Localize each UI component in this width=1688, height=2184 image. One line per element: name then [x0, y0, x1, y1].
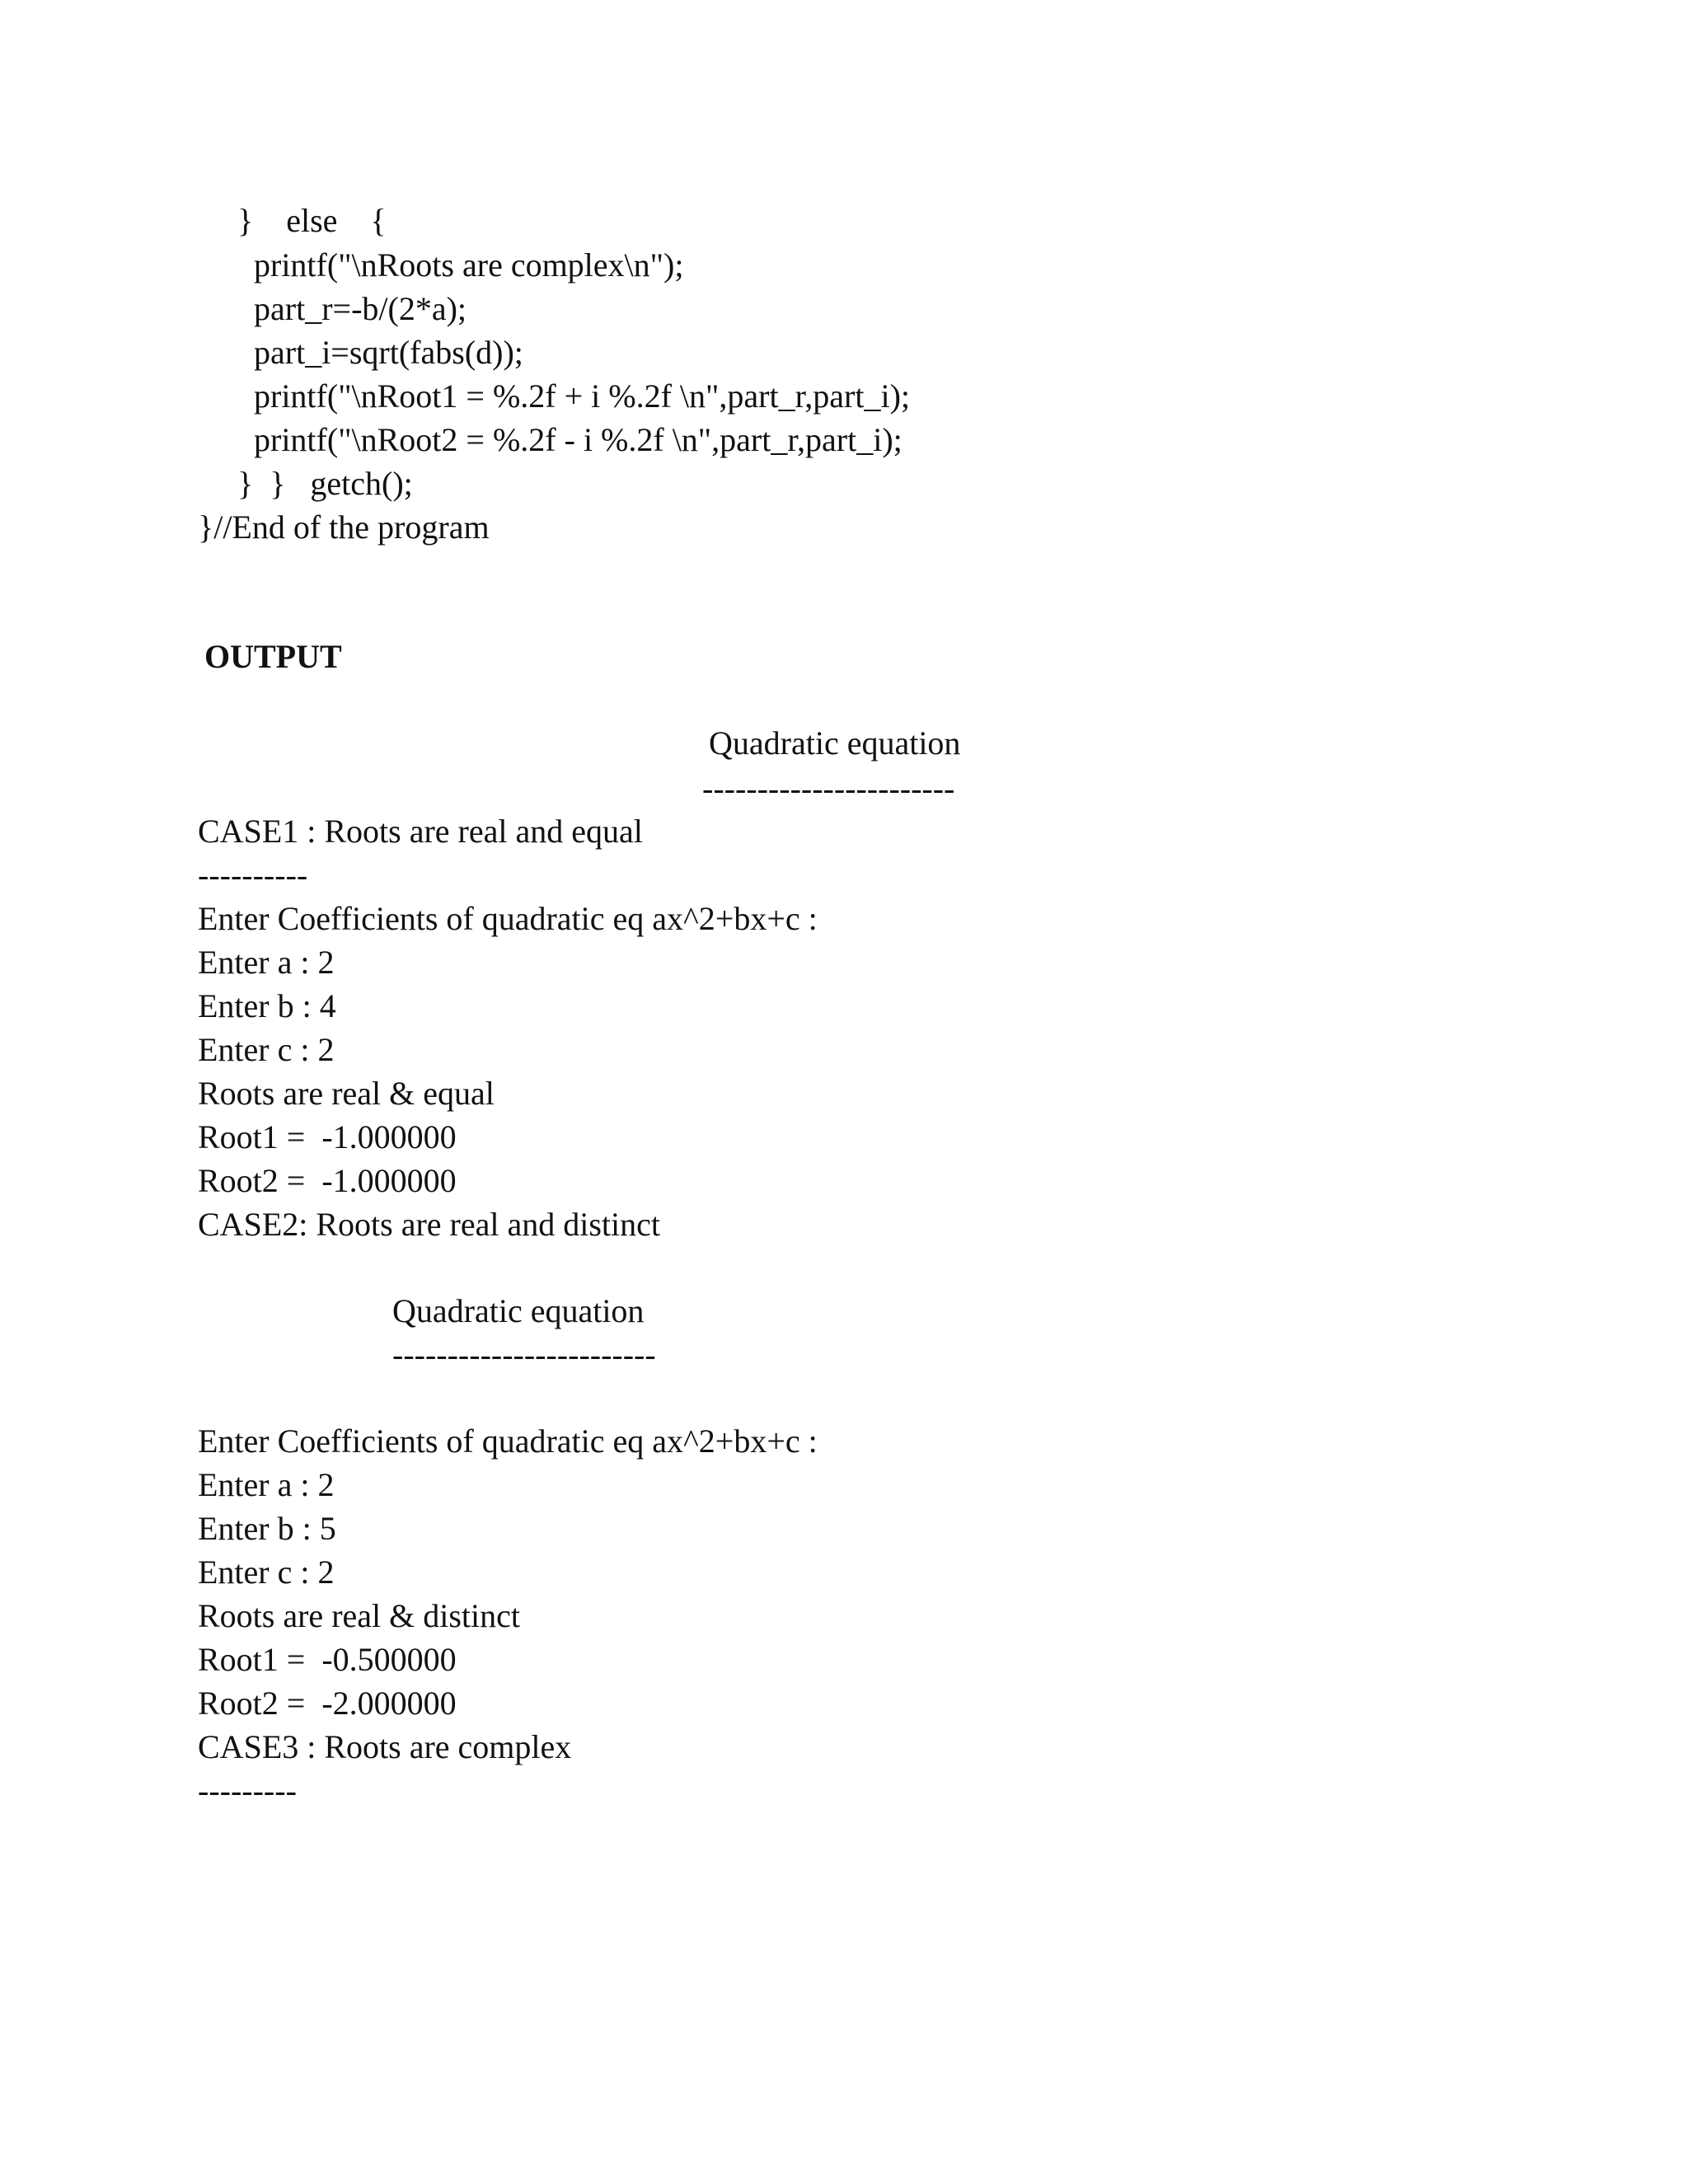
- case1-enter-b: Enter b : 4: [198, 987, 336, 1024]
- code-closing-getch: } } getch();: [237, 465, 413, 502]
- case3-label: CASE3 : Roots are complex: [198, 1728, 572, 1765]
- case1-enter-c: Enter c : 2: [198, 1031, 335, 1068]
- code-printf-root2: printf("\nRoot2 = %.2f - i %.2f \n",part_r,part_i);: [254, 421, 903, 458]
- case1-result: Roots are real & equal: [198, 1075, 495, 1112]
- case2-result: Roots are real & distinct: [198, 1597, 521, 1634]
- code-else-line: } else {: [237, 202, 387, 239]
- case1-enter-a: Enter a : 2: [198, 944, 335, 981]
- code-printf-root1: printf("\nRoot1 = %.2f + i %.2f \n",part_r,part_i);: [254, 377, 911, 415]
- code-end-comment: }//End of the program: [198, 509, 490, 546]
- quadratic-title-1-underline: -----------------------: [702, 770, 955, 807]
- case2-label: CASE2: Roots are real and distinct: [198, 1206, 661, 1243]
- case2-prompt: Enter Coefficients of quadratic eq ax^2+bx+c :: [198, 1422, 818, 1460]
- case1-root2: Root2 = -1.000000: [198, 1162, 457, 1199]
- case2-enter-a: Enter a : 2: [198, 1466, 335, 1503]
- case2-enter-c: Enter c : 2: [198, 1554, 335, 1591]
- case1-root1: Root1 = -1.000000: [198, 1118, 457, 1155]
- case1-label: CASE1 : Roots are real and equal: [198, 813, 643, 850]
- code-part-i: part_i=sqrt(fabs(d));: [254, 334, 523, 371]
- code-part-r: part_r=-b/(2*a);: [254, 290, 467, 327]
- quadratic-title-2-underline: ------------------------: [392, 1336, 656, 1373]
- quadratic-title-1: Quadratic equation: [709, 724, 961, 762]
- case2-root1: Root1 = -0.500000: [198, 1641, 457, 1678]
- output-heading: OUTPUT: [204, 638, 342, 675]
- case1-prompt: Enter Coefficients of quadratic eq ax^2+bx+c :: [198, 900, 818, 937]
- quadratic-title-2: Quadratic equation: [392, 1292, 645, 1329]
- case1-underline: ----------: [198, 856, 308, 893]
- code-printf-complex: printf("\nRoots are complex\n");: [254, 246, 684, 284]
- case2-enter-b: Enter b : 5: [198, 1510, 336, 1547]
- case3-underline: ---------: [198, 1772, 297, 1809]
- case2-root2: Root2 = -2.000000: [198, 1685, 457, 1722]
